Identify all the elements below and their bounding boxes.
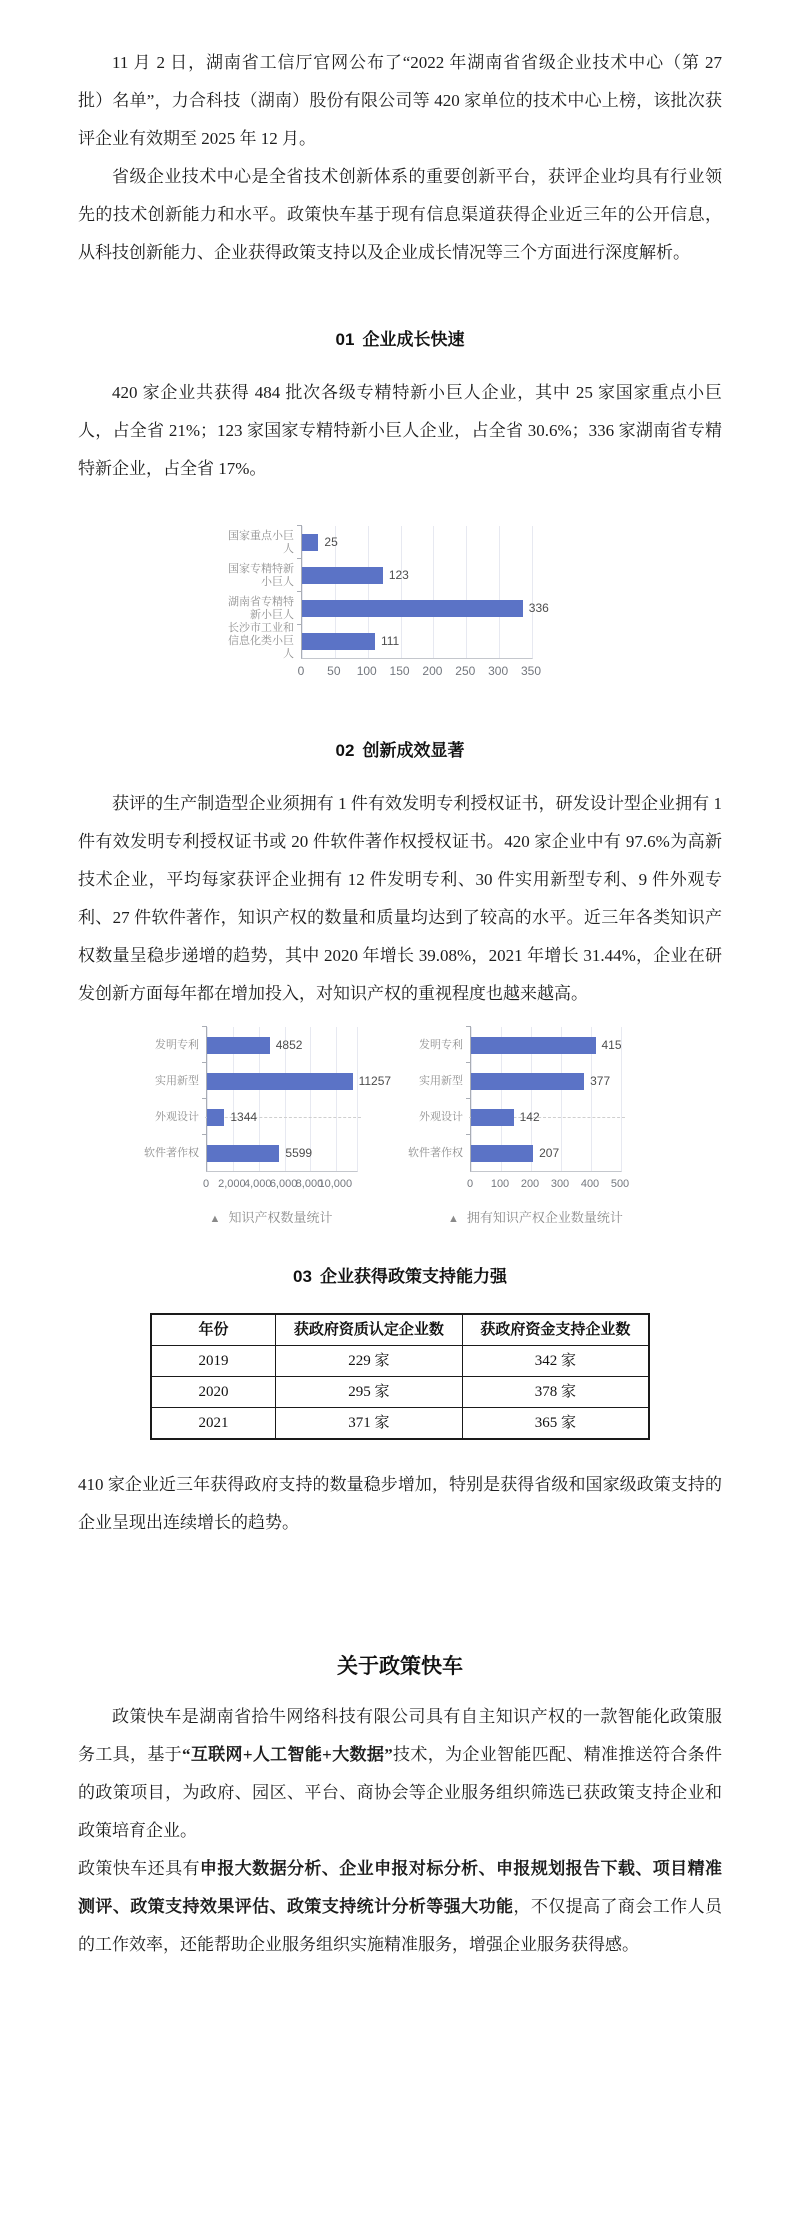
chart-plot-area: [470, 1027, 622, 1172]
section-heading-01: [78, 326, 722, 354]
category-label: 发明专利: [155, 1038, 199, 1051]
table-header-funding: 获政府资金支持企业数: [462, 1314, 649, 1346]
section-title: 企业成长快速: [362, 330, 465, 349]
category-label: 发明专利: [419, 1038, 463, 1051]
section-heading-03: [78, 1263, 722, 1291]
table-cell-year: 2019: [151, 1346, 276, 1377]
text-run: 技术，为企业智能匹配、精准推送符合条件的政策项目，为政府、园区、平台、商协会等企业服务组织筛选已获政策支持企业和政策培育企业。: [78, 1745, 723, 1840]
bar-row: [207, 1027, 357, 1063]
bar: [471, 1037, 596, 1054]
bar-row: [207, 1135, 357, 1171]
x-tick-label: 200: [422, 664, 443, 678]
chart-caption-text: 知识产权数量统计: [228, 1210, 333, 1225]
bar: [207, 1037, 270, 1054]
bar-value-label: 4852: [275, 1037, 303, 1052]
x-tick-label: 2,000: [218, 1178, 246, 1190]
bold-text-run: “互联网+人工智能+大数据”: [182, 1745, 393, 1764]
paragraph-platform-intro: 省级企业技术中心是全省技术创新体系的重要创新平台，获评企业均具有行业领先的技术创新能力和水平。政策快车基于现有信息渠道获得企业近三年的公开信息，从科技创新能力、企业获得政策支持以及企业成长情况等三个方面进行深度解析。: [78, 167, 722, 262]
chart-y-axis-labels: [144, 1027, 206, 1196]
x-tick-label: 400: [580, 1178, 600, 1190]
section-title: 企业获得政策支持能力强: [319, 1267, 507, 1286]
chart-caption-text: 拥有知识产权企业数量统计: [466, 1210, 623, 1225]
bar: [207, 1145, 279, 1162]
chart-plot-column: [202, 1027, 392, 1196]
bar-row: [302, 625, 532, 658]
triangle-marker-icon: ▲: [448, 1213, 459, 1225]
bar-value-label: 11257: [358, 1073, 392, 1088]
bar-value-label: 377: [590, 1073, 611, 1088]
x-tick-label: 200: [520, 1178, 540, 1190]
bar-row: [471, 1063, 621, 1099]
table-row: [151, 1346, 649, 1377]
chart-y-axis-labels: [223, 526, 301, 683]
bar-row: [302, 592, 549, 625]
bar: [302, 567, 383, 584]
table-cell-funding: 342 家: [462, 1346, 649, 1377]
chart-y-axis-labels: [408, 1027, 470, 1196]
table-row: [151, 1377, 649, 1408]
bar-value-label: 142: [519, 1109, 540, 1124]
table-cell-qualification: 295 家: [276, 1377, 463, 1408]
chart-plot-column: [297, 526, 549, 683]
chart-plot-area: [206, 1027, 392, 1172]
x-tick-label: 300: [488, 664, 509, 678]
chart-body: [408, 1027, 630, 1196]
category-label: 长沙市工业和信息化类小巨人: [228, 622, 294, 660]
bar: [302, 600, 523, 617]
bar-value-label: 207: [539, 1145, 560, 1160]
bar-value-label: 111: [380, 634, 400, 648]
x-tick-label: 100: [490, 1178, 510, 1190]
bar-row: [207, 1063, 392, 1099]
x-tick-label: 6,000: [269, 1178, 298, 1190]
x-tick-label: 50: [327, 664, 341, 678]
chart-body: [144, 1027, 392, 1196]
chart-x-axis: [202, 1172, 356, 1196]
paragraph-announcement: 11 月 2 日，湖南省工信厅官网公布了“2022 年湖南省省级企业技术中心（第 27 批）名单”，力合科技（湖南）股份有限公司等 420 家单位的技术中心上榜，该批次获评企业有效期至 2025 年 12 月。: [78, 53, 722, 148]
bar: [207, 1109, 224, 1126]
section-number: 03: [293, 1267, 312, 1286]
table-cell-funding: 365 家: [462, 1408, 649, 1440]
x-tick-label: 300: [550, 1178, 570, 1190]
x-tick-label: 250: [455, 664, 476, 678]
chart-plot-column: [466, 1027, 630, 1196]
policy-support-table: [150, 1313, 650, 1440]
chart-plot-area: [301, 526, 549, 659]
bar-value-label: 415: [601, 1037, 622, 1052]
bar-row: [207, 1099, 357, 1135]
table-cell-year: 2020: [151, 1377, 276, 1408]
x-tick-label: 0: [297, 664, 305, 678]
x-tick-label: 100: [356, 664, 377, 678]
about-section-title: 关于政策快车: [337, 1654, 463, 1678]
x-tick-label: 0: [202, 1178, 210, 1190]
bar-chart-little-giant-batches: [223, 526, 722, 683]
table-cell-funding: 378 家: [462, 1377, 649, 1408]
charts-row: [144, 1027, 722, 1229]
paragraph-about-1: [78, 1698, 722, 1850]
section-number: 01: [335, 330, 355, 349]
table-cell-qualification: 371 家: [276, 1408, 463, 1440]
x-tick-label: 8,000: [295, 1178, 324, 1190]
section-heading-02: [78, 737, 722, 765]
x-tick-label: 350: [520, 664, 542, 678]
crosshair-dashed-line: [205, 1117, 361, 1118]
x-tick-label: 10,000: [318, 1178, 353, 1190]
bar-row: [471, 1135, 621, 1171]
section-number: 02: [335, 741, 355, 760]
category-label: 国家专精特新小巨人: [228, 562, 294, 588]
chart-x-axis: [466, 1172, 630, 1196]
bar-chart-ip-counts: [144, 1027, 392, 1229]
category-label: 外观设计: [419, 1110, 463, 1123]
chart-x-axis: [297, 659, 542, 683]
bar: [207, 1073, 353, 1090]
table-header-year: 年份: [151, 1314, 276, 1346]
bar-chart-ip-enterprise-counts: [408, 1027, 630, 1229]
paragraph-growth: 420 家企业共获得 484 批次各级专精特新小巨人企业，其中 25 家国家重点小巨人，占全省 21%；123 家国家专精特新小巨人企业，占全省 30.6%；336 家湖南省专精特新企业，占全省 17%。: [78, 383, 722, 478]
table-header-row: [151, 1314, 649, 1346]
bar-value-label: 1344: [230, 1109, 258, 1124]
table-header-qualification: 获政府资质认定企业数: [276, 1314, 463, 1346]
category-label: 湖南省专精特新小巨人: [228, 595, 294, 621]
gridline: [532, 526, 533, 658]
category-label: 软件著作权: [408, 1146, 463, 1159]
x-tick-label: 150: [389, 664, 410, 678]
triangle-marker-icon: ▲: [209, 1213, 221, 1225]
bar-value-label: 123: [388, 568, 409, 582]
x-tick-label: 4,000: [243, 1178, 272, 1190]
x-tick-label: 500: [610, 1178, 630, 1190]
category-label: 软件著作权: [144, 1146, 199, 1159]
bar: [471, 1073, 584, 1090]
text-run: ，不仅提高了商会工作人员的工作效率，还能帮助企业服务组织实施精准服务，增强企业服务获得感。: [78, 1897, 723, 1954]
bar: [302, 633, 375, 650]
text-run: 政策快车还具有: [78, 1859, 200, 1878]
section-title: 创新成效显著: [362, 741, 465, 760]
chart-caption: [144, 1208, 358, 1229]
bar-row: [471, 1099, 621, 1135]
x-tick-label: 0: [466, 1178, 474, 1190]
bar-row: [302, 559, 532, 592]
table-cell-qualification: 229 家: [276, 1346, 463, 1377]
bar-value-label: 336: [528, 601, 549, 615]
bar-value-label: 25: [324, 535, 338, 549]
bar: [471, 1145, 533, 1162]
text-run: 政策快车是湖南省拾牛网络科技有限公司具有自主知识产权的一款智能化政策服务工具，基于: [78, 1707, 722, 1764]
bar-row: [302, 526, 532, 559]
chart-caption: [408, 1208, 623, 1229]
table-row: [151, 1408, 649, 1440]
category-label: 实用新型: [419, 1074, 463, 1087]
bar-value-label: 5599: [285, 1145, 313, 1160]
paragraph-about-2: [78, 1850, 722, 1964]
bar: [302, 534, 318, 551]
category-label: 实用新型: [155, 1074, 199, 1087]
category-label: 外观设计: [155, 1110, 199, 1123]
bar: [471, 1109, 514, 1126]
bold-text-run: 申报大数据分析、企业申报对标分析、申报规划报告下载、项目精准测评、政策支持效果评估、政策支持统计分析等强大功能: [78, 1859, 723, 1916]
chart-body: [223, 526, 722, 683]
category-label: 国家重点小巨人: [228, 529, 294, 555]
table-cell-year: 2021: [151, 1408, 276, 1440]
bar-row: [471, 1027, 621, 1063]
paragraph-innovation: 获评的生产制造型企业须拥有 1 件有效发明专利授权证书，研发设计型企业拥有 1 件有效发明专利授权证书或 20 件软件著作权授权证书。420 家企业中有 97.6%为高新技术企业，平均每家获评企业拥有 12 件发明专利、30 件实用新型专利、9 件外观专利、27 件软件著作，知识产权的数量和质量均达到了较高的水平。近三年各类知识产权数量呈稳步递增的趋势，其中 2020 年增长 39.08%，2021 年增长 31.44%，企业在研发创新方面每年都在增加投入，对知识产权的重视程度也越来越高。: [78, 794, 722, 1003]
paragraph-support-trend: 410 家企业近三年获得政府支持的数量稳步增加，特别是获得省级和国家级政策支持的企业呈现出连续增长的趋势。: [78, 1475, 722, 1532]
